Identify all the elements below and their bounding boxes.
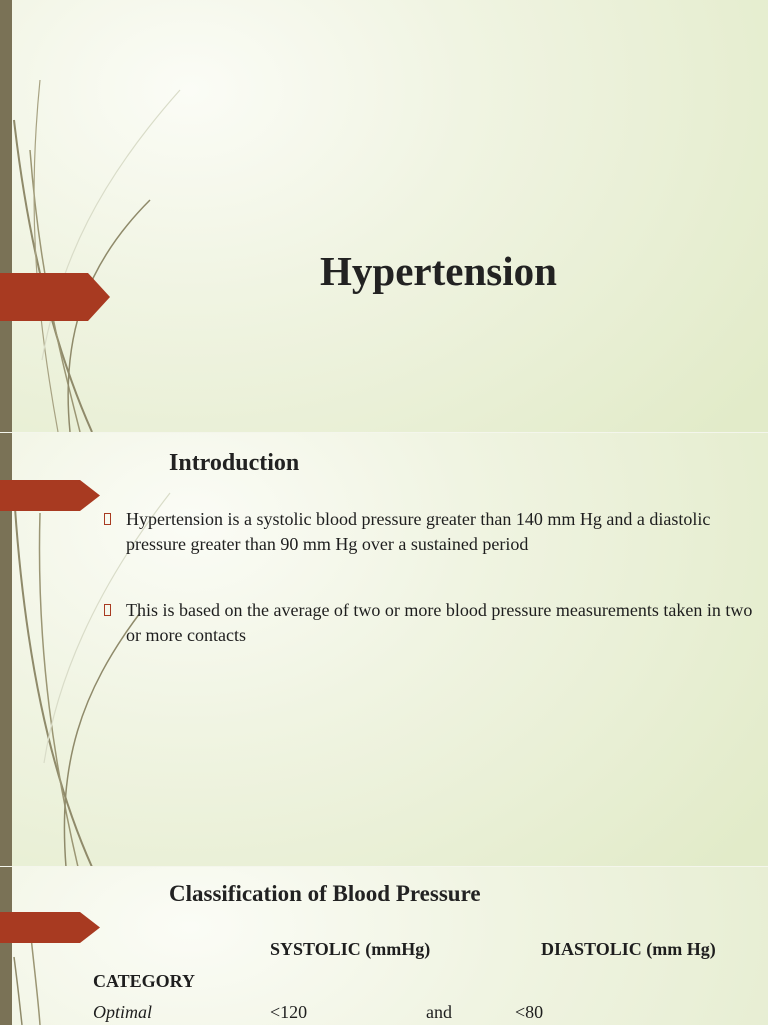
accent-tab	[0, 273, 110, 321]
column-header-category: CATEGORY	[93, 971, 196, 991]
bullet-text: This is based on the average of two or more blood pressure measurements taken in two or more contacts	[126, 600, 753, 645]
table-cell-diastolic: <80	[515, 1002, 544, 1022]
table-cell-systolic: <120	[270, 1002, 308, 1022]
slide-title	[0, 0, 768, 432]
slide-introduction	[0, 432, 768, 867]
slide-classification	[0, 866, 768, 1025]
table-cell-connector: and	[426, 1002, 452, 1022]
table-cell-category: Optimal	[93, 1002, 153, 1022]
bullet-text: Hypertension is a systolic blood pressure greater than 140 mm Hg and a diastolic pressure greater than 90 mm Hg over a sustained period	[126, 509, 711, 554]
bullet-item	[104, 507, 754, 557]
column-header-systolic: SYSTOLIC (mmHg)	[270, 939, 431, 959]
bullet-marker-icon	[104, 604, 111, 616]
slide-heading: Introduction	[169, 450, 300, 476]
bullet-marker-icon	[104, 513, 111, 525]
slide-heading: Classification of Blood Pressure	[169, 881, 481, 906]
bullet-item	[104, 598, 754, 648]
accent-tab	[0, 912, 100, 943]
column-header-diastolic: DIASTOLIC (mm Hg)	[541, 939, 716, 959]
slide-title-text: Hypertension	[320, 248, 557, 294]
decorative-curves	[0, 0, 200, 432]
accent-tab	[0, 480, 100, 511]
